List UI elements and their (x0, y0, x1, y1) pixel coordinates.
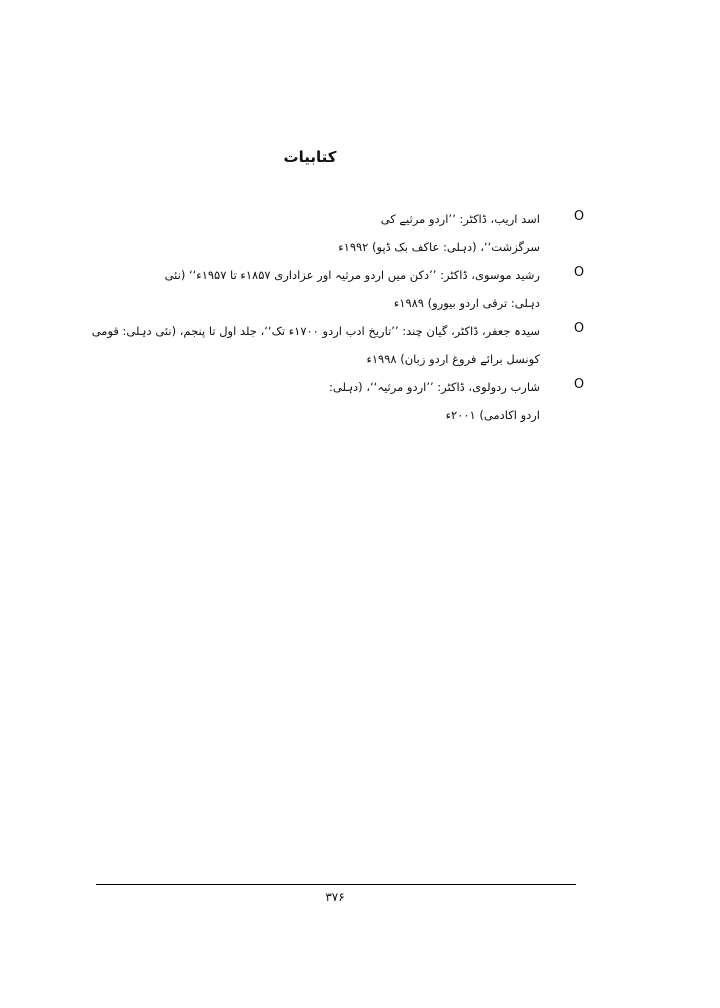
bibliography-entry (88, 373, 588, 429)
bibliography-list (88, 205, 588, 429)
bibliography-entry (88, 205, 588, 261)
bullet-icon: O (573, 321, 585, 336)
bibliography-entry (88, 261, 588, 317)
entry-text: اسد اریب، ڈاکٹر: ’’اردو مرثیے کی سرگزشت‘‘، (دہلی: عاکف بک ڈپو) ۱۹۹۲ء (338, 212, 540, 254)
entry-text: رشید موسوی، ڈاکٹر: ’’دکن میں اردو مرثیہ اور عزاداری ۱۸۵۷ء تا ۱۹۵۷ء‘‘ (نئی دہلی: ترقی اردو بیورو) ۱۹۸۹ء (164, 268, 540, 310)
entry-text: شارب ردولوی، ڈاکٹر: ’’اردو مرثیہ‘‘، (دہلی: اردو اکادمی) ۲۰۰۱ء (329, 380, 540, 422)
bullet-icon: O (573, 377, 585, 392)
bullet-icon: O (573, 209, 585, 224)
bibliography-entry (88, 317, 588, 373)
page-heading: کتابیات (283, 148, 337, 166)
bullet-icon: O (573, 265, 585, 280)
footer-divider (96, 884, 576, 885)
page-number: ۳۷۶ (325, 890, 345, 904)
entry-text: سیدہ جعفر، ڈاکٹر، گیان چند: ’’تاریخ ادب اردو ۱۷۰۰ء تک‘‘، جلد اول تا پنجم، (نئی دہلی: قومی کونسل برائے فروغ اردو زبان) ۱۹۹۸ء (91, 324, 540, 366)
